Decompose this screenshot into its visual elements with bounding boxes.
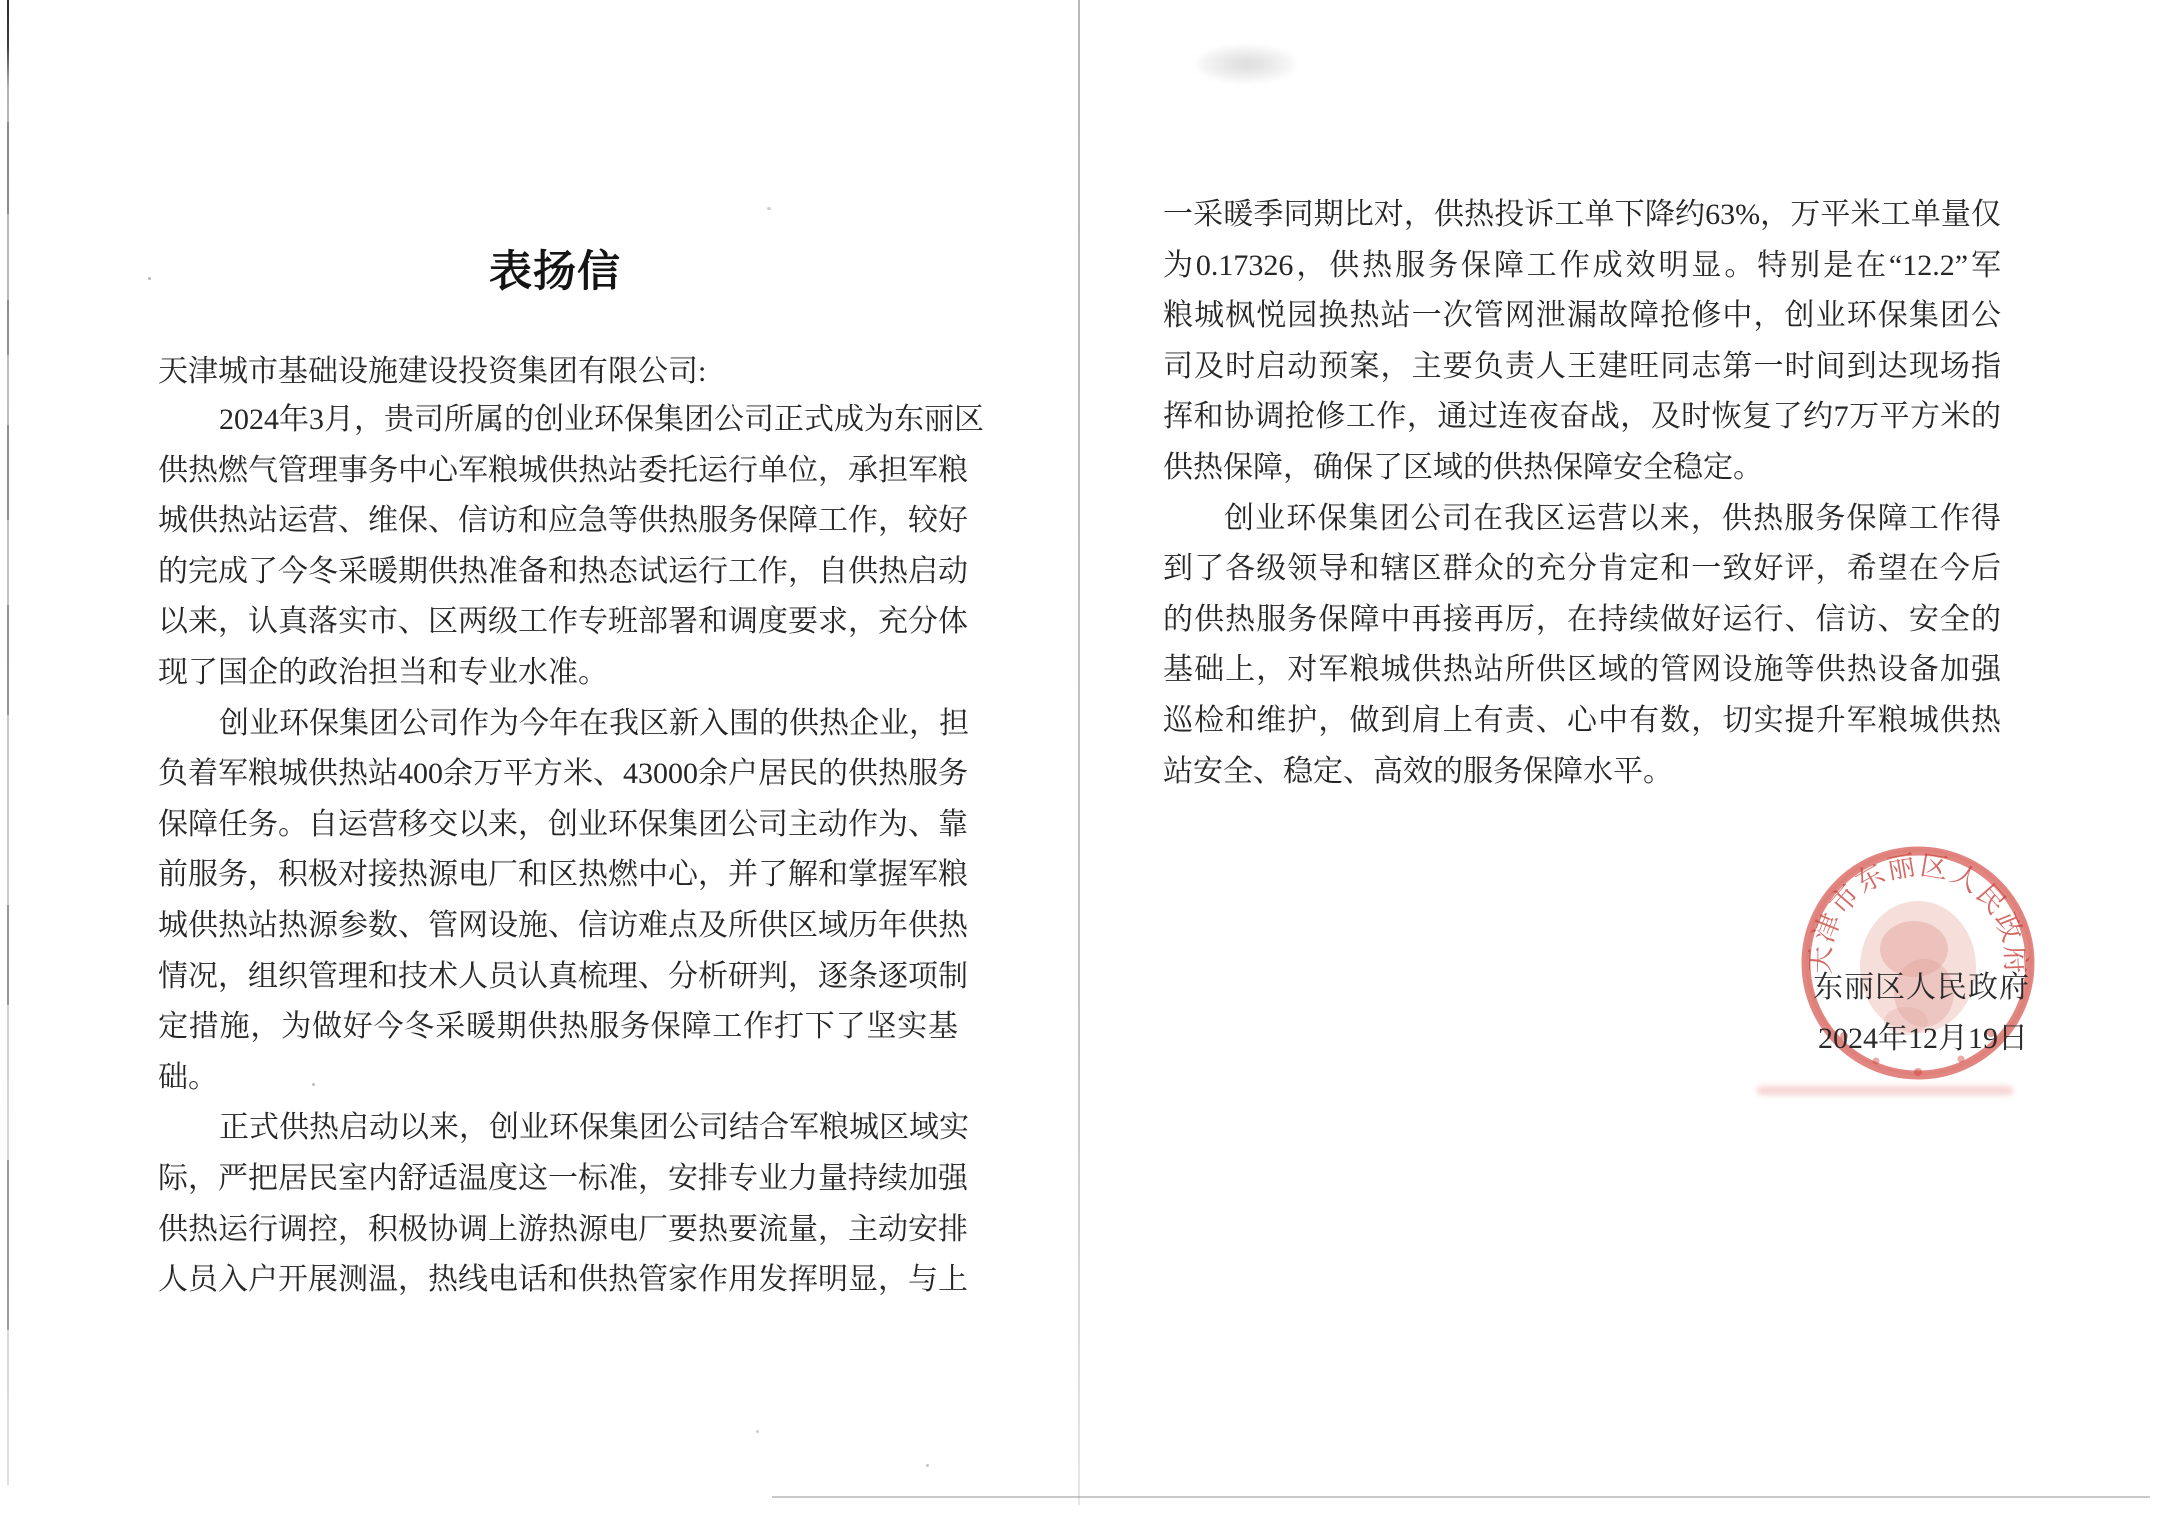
page-1-body [158, 395, 984, 1306]
body-line: 以来，认真落实市、区两级工作专班部署和调度要求，充分体 [158, 605, 968, 639]
body-line: 巡检和维护，做到肩上有责、心中有数，切实提升军粮城供热 [1163, 703, 2001, 737]
body-line: 挥和协调抢修工作，通过连夜奋战，及时恢复了约7万平方米的 [1163, 400, 2001, 434]
body-line: 站安全、稳定、高效的服务保障水平。 [1163, 754, 1673, 788]
body-line: 城供热站运营、维保、信访和应急等供热服务保障工作，较好 [158, 504, 968, 538]
body-line: 创业环保集团公司作为今年在我区新入围的供热企业，担 [219, 706, 969, 740]
body-line: 现了国企的政治担当和专业水准。 [158, 655, 608, 689]
body-line: 供热燃气管理事务中心军粮城供热站委托运行单位，承担军粮 [158, 453, 968, 487]
scan-edge-dash [7, 905, 9, 1005]
scan-speck [767, 207, 771, 210]
seal-ink-streak [1757, 1086, 2013, 1095]
body-line: 创业环保集团公司在我区运营以来，供热服务保障工作得 [1224, 501, 2001, 535]
body-line: 正式供热启动以来，创业环保集团公司结合军粮城区域实 [219, 1111, 969, 1145]
body-line: 情况，组织管理和技术人员认真梳理、分析研判，逐条逐项制 [158, 959, 968, 993]
salutation: 天津城市基础设施建设投资集团有限公司: [158, 355, 707, 388]
body-line: 础。 [158, 1060, 218, 1094]
body-line: 基础上，对军粮城供热站所供区域的管网设施等供热设备加强 [1163, 653, 2001, 687]
body-line: 到了各级领导和辖区群众的充分肯定和一致好评，希望在今后 [1163, 552, 2001, 586]
page-2-body [1163, 190, 2001, 797]
body-line: 2024年3月，贵司所属的创业环保集团公司正式成为东丽区 [219, 403, 984, 436]
body-line: 的供热服务保障中再接再厉，在持续做好运行、信访、安全的 [1163, 602, 2001, 636]
body-line: 的完成了今冬采暖期供热准备和热态试运行工作，自供热启动 [158, 554, 968, 588]
scan-edge-dash [7, 1160, 9, 1330]
body-line: 司及时启动预案，主要负责人王建旺同志第一时间到达现场指 [1163, 349, 2001, 383]
body-line: 一采暖季同期比对，供热投诉工单下降约63%，万平米工单量仅 [1163, 198, 2001, 231]
scan-edge-dash [7, 425, 9, 520]
seal-arc-text: 天津市东丽区人民政府 [1805, 850, 2031, 975]
scan-edge-dash [7, 300, 9, 355]
scan-speck [756, 1430, 759, 1433]
body-line: 保障任务。自运营移交以来，创业环保集团公司主动作为、靠 [158, 807, 968, 841]
body-line: 粮城枫悦园换热站一次管网泄漏故障抢修中，创业环保集团公 [1163, 299, 2001, 333]
body-line: 城供热站热源参数、管网设施、信访难点及所供区域历年供热 [158, 908, 968, 942]
body-line: 负着军粮城供热站400余万平方米、43000余户居民的供热服务 [158, 757, 968, 791]
scan-bottom-line [772, 1496, 2150, 1498]
body-line: 人员入户开展测温，热线电话和供热管家作用发挥明显，与上 [158, 1263, 968, 1297]
scan-speck [926, 1464, 929, 1467]
body-line: 供热保障，确保了区域的供热保障安全稳定。 [1163, 450, 1763, 484]
letter-title: 表扬信 [489, 249, 621, 296]
body-line: 际，严把居民室内舒适温度这一标准，安排专业力量持续加强 [158, 1161, 968, 1195]
page-divider-line [1078, 0, 1080, 1505]
signature-date: 2024年12月19日 [1818, 1022, 2028, 1055]
body-line: 为0.17326，供热服务保障工作成效明显。特别是在“12.2”军 [1163, 248, 2001, 282]
scan-smudge [1195, 45, 1297, 83]
body-line: 前服务，积极对接热源电厂和区热燃中心，并了解和掌握军粮 [158, 858, 968, 892]
scan-edge-dash [7, 605, 9, 715]
scan-edge-dash [7, 122, 9, 214]
signature-org: 东丽区人民政府 [1813, 971, 2030, 1004]
body-line: 定措施，为做好今冬采暖期供热服务保障工作打下了坚实基 [158, 1010, 958, 1044]
body-line: 供热运行调控，积极协调上游热源电厂要热要流量，主动安排 [158, 1212, 968, 1246]
